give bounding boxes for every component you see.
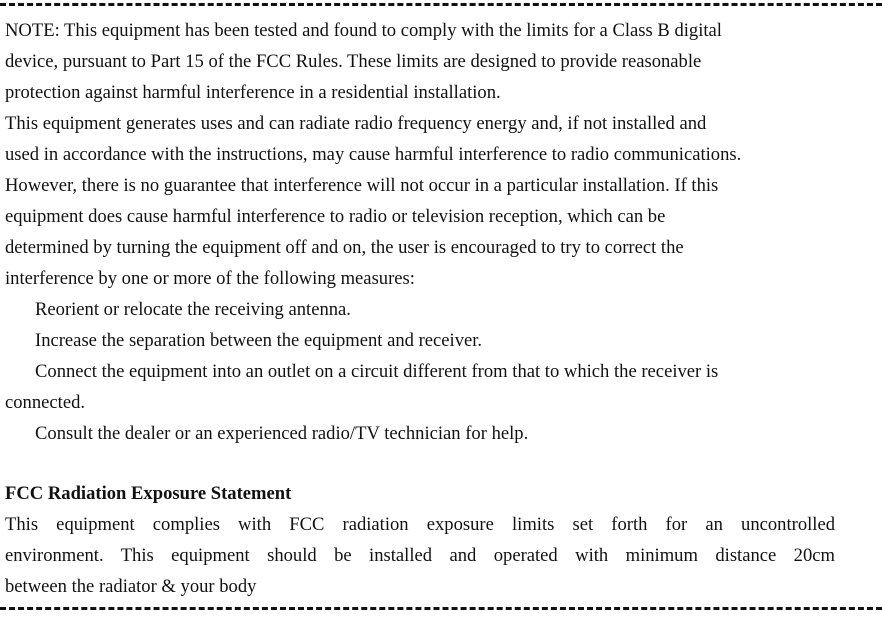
radiation-line: This equipment complies with FCC radiation exposure limits set forth for an uncontrolled [5,514,835,535]
notice-line: protection against harmful interference in a residential installation. [5,82,501,103]
measure-item-continuation: connected. [5,392,86,413]
notice-line: device, pursuant to Part 15 of the FCC Rules. These limits are designed to provide reasonable [5,51,702,72]
measure-item: Reorient or relocate the receiving antenna. [35,299,351,320]
notice-line: determined by turning the equipment off and on, the user is encouraged to try to correct the [5,237,684,258]
notice-line: used in accordance with the instructions, may cause harmful interference to radio communications. [5,144,742,165]
top-dashed-divider [0,3,882,6]
radiation-heading: FCC Radiation Exposure Statement [5,483,292,504]
notice-line: This equipment generates uses and can radiate radio frequency energy and, if not installed and [5,113,707,134]
measure-item: Consult the dealer or an experienced radio/TV technician for help. [35,423,529,444]
notice-line: equipment does cause harmful interference to radio or television reception, which can be [5,206,666,227]
fcc-statement [5,15,877,602]
radiation-line: between the radiator & your body [5,576,257,597]
notice-line: interference by one or more of the following measures: [5,268,415,289]
spacer [5,449,877,478]
notice-line: However, there is no guarantee that interference will not occur in a particular installation. If this [5,175,719,196]
measure-item: Increase the separation between the equipment and receiver. [35,330,483,351]
bottom-dashed-divider [0,607,882,610]
radiation-line: environment. This equipment should be installed and operated with minimum distance 20cm [5,545,835,566]
measure-item: Connect the equipment into an outlet on a circuit different from that to which the receiver is [35,361,719,382]
notice-line: NOTE: This equipment has been tested and found to comply with the limits for a Class B digital [5,20,722,41]
